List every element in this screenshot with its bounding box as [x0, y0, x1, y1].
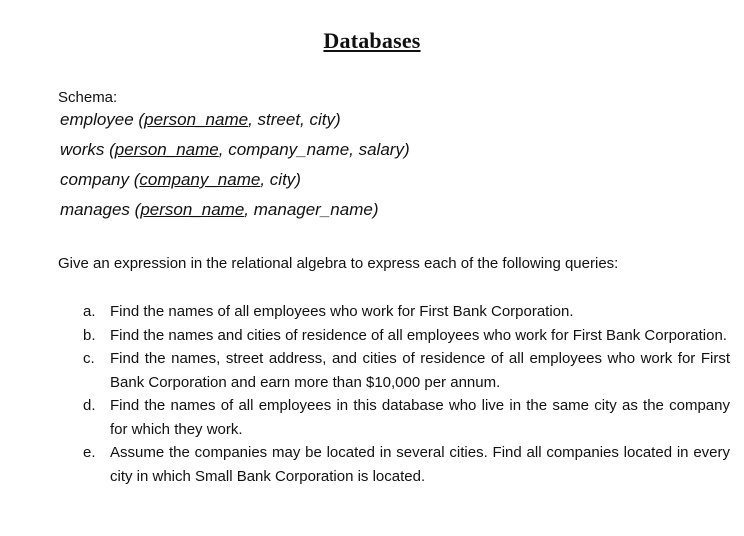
- query-item-e: [0, 441, 744, 488]
- query-list: [0, 300, 744, 488]
- query-item-c: [0, 347, 744, 394]
- schema-manages: [60, 200, 378, 220]
- page-title: Databases: [323, 28, 421, 53]
- query-marker: c.: [83, 350, 95, 367]
- query-text: Assume the companies may be located in several cities. Find all companies located in every city in which Small Bank Corporation is located.: [110, 444, 730, 485]
- relation-attributes: , street, city): [248, 110, 341, 129]
- relation-name: employee (: [60, 110, 145, 129]
- relation-attributes: , manager_name): [244, 200, 379, 219]
- primary-key: person_name: [140, 200, 245, 219]
- primary-key: person_name: [144, 110, 249, 129]
- relation-attributes: , city): [260, 170, 301, 189]
- query-text: Find the names of all employees who work for First Bank Corporation.: [110, 303, 574, 320]
- query-text: Find the names and cities of residence of all employees who work for First Bank Corporation.: [110, 326, 727, 344]
- primary-key: person_name: [114, 140, 219, 159]
- schema-label: Schema:: [58, 89, 118, 106]
- relation-name: company (: [60, 170, 140, 189]
- relation-name: manages (: [60, 200, 141, 219]
- query-item-a: [0, 300, 744, 324]
- relation-attributes: , company_name, salary): [218, 140, 410, 159]
- instructions: Give an expression in the relational algebra to express each of the following queries:: [58, 255, 619, 272]
- query-item-b: [0, 324, 744, 348]
- query-marker: e.: [83, 444, 96, 461]
- query-item-d: [0, 394, 744, 441]
- schema-works: [60, 140, 410, 160]
- query-text: Find the names of all employees in this database who live in the same city as the company for which they work.: [110, 397, 730, 438]
- schema-company: [60, 170, 301, 190]
- query-marker: a.: [83, 303, 96, 320]
- query-marker: b.: [83, 326, 96, 344]
- query-marker: d.: [83, 397, 96, 414]
- primary-key: company_name: [139, 170, 261, 189]
- query-text: Find the names, street address, and cities of residence of all employees who work for First Bank Corporation and earn more than $10,000 per annum.: [110, 350, 730, 391]
- relation-name: works (: [60, 140, 115, 159]
- schema-employee: [60, 110, 341, 130]
